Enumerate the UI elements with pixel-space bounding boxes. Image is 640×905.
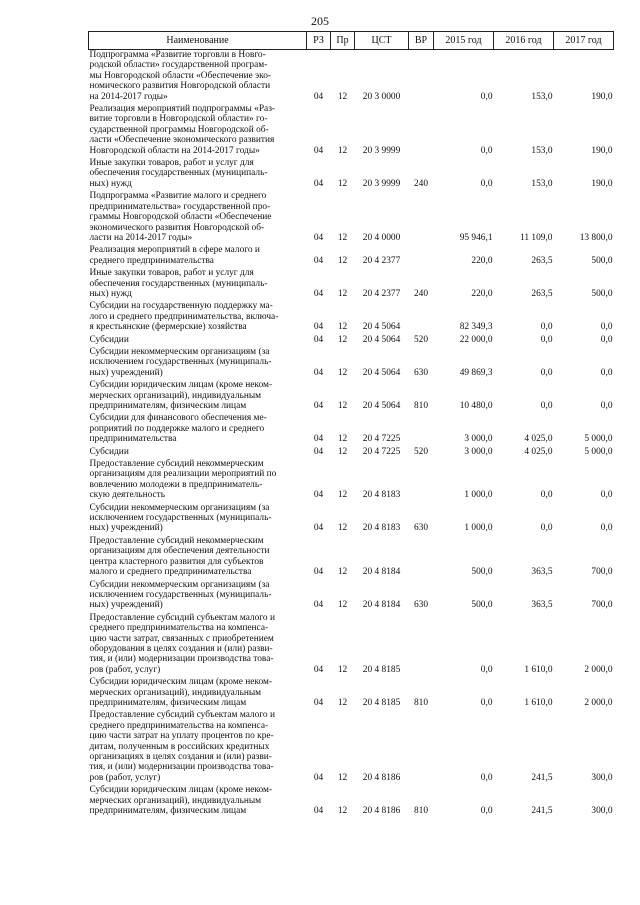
header-row	[89, 32, 614, 50]
row-rz: 04	[313, 664, 324, 675]
row-2017: 700,0	[591, 567, 613, 578]
column-2015-header: 2015 год	[434, 32, 494, 50]
table-row	[89, 536, 614, 580]
row-name: Иные закупки товаров, работ и услуг для обеспечения государственных (муниципаль- ных) нужд	[89, 158, 268, 189]
row-cst: 20 4 5064	[362, 367, 401, 378]
column-2016-header: 2016 год	[494, 32, 554, 50]
row-cst: 20 4 7225	[362, 446, 401, 457]
row-2015: 0,0	[480, 145, 493, 156]
row-name: Реализация мероприятий в сфере малого и среднего предпринимательства	[89, 245, 260, 266]
row-2015: 0,0	[480, 697, 493, 708]
row-rz: 04	[313, 334, 324, 345]
row-cst: 20 3 0000	[362, 91, 401, 102]
table-row	[89, 710, 614, 785]
row-rz: 04	[313, 523, 324, 534]
row-cst: 20 4 5064	[362, 401, 401, 411]
table-row	[89, 268, 614, 301]
row-cst: 20 4 8185	[362, 664, 401, 675]
page-number: 205	[311, 14, 329, 28]
row-rz: 04	[313, 434, 324, 445]
row-2017: 190,0	[591, 91, 613, 102]
row-rz: 04	[313, 806, 324, 817]
row-rz: 04	[313, 178, 324, 189]
row-2016: 4 025,0	[524, 446, 553, 457]
row-pr: 12	[337, 288, 348, 299]
table-body	[89, 50, 614, 819]
table-row	[89, 335, 614, 347]
row-name: Субсидии некоммерческим организациям (за исключением государственных (муниципаль- ных) учреждений)	[89, 579, 272, 611]
row-cst: 20 4 8186	[362, 806, 401, 817]
row-pr: 12	[337, 232, 348, 243]
row-cst: 20 4 5064	[362, 334, 401, 345]
row-2017: 190,0	[591, 145, 613, 156]
row-vr	[409, 245, 434, 268]
row-name: Подпрограмма «Развитие торговли в Новго- родской области» государственной програм- мы Новгородской области «Обеспечение эко- номического развития Новгородской области на 2014-2017 годы»	[89, 50, 272, 102]
table-row	[89, 301, 614, 334]
row-pr: 12	[337, 434, 348, 445]
row-rz: 04	[313, 367, 324, 378]
row-cst: 20 4 7225	[362, 434, 401, 445]
row-vr: 630	[413, 523, 429, 534]
row-cst: 20 4 5064	[362, 322, 401, 333]
column-name-header: Наименование	[89, 32, 307, 50]
row-name: Предоставление субсидий субъектам малого и среднего предпринимательства на компенса- цию части затрат, связанных с приобретением оборудования в целях создания и (или) разви- тия, и (или) модернизации производства това- ров (работ, услуг)	[89, 612, 275, 675]
row-name: Субсидии	[89, 446, 129, 457]
row-name: Иные закупки товаров, работ и услуг для обеспечения государственных (муниципаль- ных) нужд	[89, 268, 268, 299]
row-name: Субсидии для финансового обеспечения ме- роприятий по поддержке малого и среднего предпринимательства	[89, 413, 267, 445]
row-2016: 0,0	[540, 334, 553, 345]
row-rz: 04	[313, 401, 324, 411]
table-row	[89, 191, 614, 245]
column-2017-header: 2017 год	[554, 32, 614, 50]
row-2017: 300,0	[591, 772, 613, 783]
row-cst: 20 4 8184	[362, 600, 401, 611]
row-2015: 1 000,0	[464, 490, 493, 501]
row-2017: 500,0	[591, 288, 613, 299]
row-2017: 5 000,0	[584, 434, 613, 445]
row-vr: 810	[413, 697, 429, 708]
row-2016: 363,5	[531, 567, 553, 578]
row-name: Субсидии некоммерческим организациям (за исключением государственных (муниципаль- ных) учреждений)	[89, 502, 272, 534]
row-rz: 04	[313, 232, 324, 243]
row-2017: 13 800,0	[579, 232, 613, 243]
row-2016: 241,5	[531, 806, 553, 817]
row-name: Подпрограмма «Развитие малого и среднего предпринимательства» государственной про- граммы Новгородской области «Обеспечение экономического развития Новгородской об- ласти на 2014-2017 годы»	[89, 191, 272, 243]
row-2016: 153,0	[531, 178, 553, 189]
row-2017: 0,0	[600, 401, 613, 411]
row-pr: 12	[337, 664, 348, 675]
row-2015: 0,0	[480, 806, 493, 817]
row-cst: 20 4 0000	[362, 232, 401, 243]
row-rz: 04	[313, 446, 324, 457]
row-2016: 4 025,0	[524, 434, 553, 445]
table-row	[89, 413, 614, 446]
row-2015: 500,0	[471, 567, 493, 578]
row-vr	[409, 459, 434, 503]
row-2017: 2 000,0	[584, 664, 613, 675]
row-pr: 12	[337, 91, 348, 102]
row-2016: 0,0	[540, 401, 553, 411]
row-name: Реализация мероприятий подпрограммы «Раз- витие торговли в Новгородской области» го- сударственной программы Новгородской об- ласти «Обеспечение экономического развития Новгородской области на 2014-2017 годы»	[89, 104, 276, 156]
row-2016: 263,5	[531, 288, 553, 299]
row-pr: 12	[337, 145, 348, 156]
row-name: Предоставление субсидий некоммерческим организациям для реализации мероприятий по вовлечению молодежи в предприниматель- скую деятельность	[89, 459, 277, 501]
column-cst-header: ЦСТ	[355, 32, 409, 50]
table-row	[89, 459, 614, 503]
row-2016: 153,0	[531, 91, 553, 102]
table-row	[89, 677, 614, 710]
row-rz: 04	[313, 255, 324, 266]
row-2017: 2 000,0	[584, 697, 613, 708]
row-2017: 500,0	[591, 255, 613, 266]
row-pr: 12	[337, 334, 348, 345]
row-cst: 20 4 8183	[362, 523, 401, 534]
row-vr: 630	[413, 600, 429, 611]
row-2017: 190,0	[591, 178, 613, 189]
row-2017: 0,0	[600, 490, 613, 501]
row-2016: 153,0	[531, 145, 553, 156]
row-2015: 3 000,0	[464, 446, 493, 457]
row-rz: 04	[313, 145, 324, 156]
row-2016: 0,0	[540, 322, 553, 333]
row-pr: 12	[337, 322, 348, 333]
row-name: Субсидии юридическим лицам (кроме неком- мерческих организаций), индивидуальным предпринимателям, физическим лицам	[89, 380, 273, 411]
row-pr: 12	[337, 600, 348, 611]
row-pr: 12	[337, 772, 348, 783]
row-2015: 95 946,1	[459, 232, 493, 243]
row-cst: 20 4 2377	[362, 255, 401, 266]
budget-table	[88, 31, 614, 818]
row-2016: 263,5	[531, 255, 553, 266]
table-row	[89, 380, 614, 413]
row-2017: 0,0	[600, 523, 613, 534]
row-2016: 0,0	[540, 367, 553, 378]
row-2017: 5 000,0	[584, 446, 613, 457]
row-vr: 630	[413, 367, 429, 378]
row-name: Субсидии юридическим лицам (кроме неком- мерческих организаций), индивидуальным предпринимателям, физическим лицам	[89, 785, 273, 817]
row-vr	[409, 710, 434, 785]
row-2015: 0,0	[480, 664, 493, 675]
row-name: Субсидии юридическим лицам (кроме неком- мерческих организаций), индивидуальным предпринимателям, физическим лицам	[89, 677, 273, 708]
row-2016: 0,0	[540, 523, 553, 534]
row-2016: 241,5	[531, 772, 553, 783]
row-2015: 220,0	[471, 255, 493, 266]
table-header	[89, 32, 614, 50]
row-cst: 20 4 8186	[362, 772, 401, 783]
row-rz: 04	[313, 772, 324, 783]
row-cst: 20 3 9999	[362, 178, 401, 189]
row-pr: 12	[337, 178, 348, 189]
row-2015: 0,0	[480, 91, 493, 102]
column-pr-header: Пр	[331, 32, 355, 50]
row-2017: 0,0	[600, 367, 613, 378]
row-name: Субсидии некоммерческим организациям (за исключением государственных (муниципаль- ных) учреждений)	[89, 346, 272, 378]
row-vr	[409, 191, 434, 245]
row-2016: 363,5	[531, 600, 553, 611]
row-vr	[409, 613, 434, 677]
table-row	[89, 580, 614, 613]
row-vr	[409, 536, 434, 580]
table-row	[89, 503, 614, 536]
row-pr: 12	[337, 401, 348, 411]
table-row	[89, 785, 614, 818]
table-row	[89, 50, 614, 105]
row-pr: 12	[337, 567, 348, 578]
row-2015: 0,0	[480, 178, 493, 189]
row-cst: 20 4 8183	[362, 490, 401, 501]
row-2016: 11 109,0	[520, 232, 553, 243]
row-vr: 240	[413, 178, 429, 189]
row-2015: 1 000,0	[464, 523, 493, 534]
row-vr: 520	[413, 334, 429, 345]
table-row	[89, 613, 614, 677]
row-name: Субсидии на государственную поддержку ма- лого и среднего предпринимательства, включа- я крестьянские (фермерские) хозяйства	[89, 301, 279, 333]
table-row	[89, 158, 614, 191]
row-pr: 12	[337, 255, 348, 266]
row-vr	[409, 50, 434, 105]
table-row	[89, 245, 614, 268]
row-2015: 220,0	[471, 288, 493, 299]
row-vr: 240	[413, 288, 429, 299]
table-row	[89, 104, 614, 158]
row-rz: 04	[313, 490, 324, 501]
row-2017: 0,0	[600, 322, 613, 333]
row-pr: 12	[337, 490, 348, 501]
table-row	[89, 447, 614, 459]
row-2016: 1 610,0	[524, 664, 553, 675]
row-2016: 0,0	[540, 490, 553, 501]
row-2015: 49 869,3	[459, 367, 493, 378]
row-rz: 04	[313, 600, 324, 611]
row-2017: 700,0	[591, 600, 613, 611]
row-cst: 20 3 9999	[362, 145, 401, 156]
table-row	[89, 347, 614, 380]
row-vr: 810	[413, 401, 429, 411]
row-cst: 20 4 2377	[362, 288, 401, 299]
row-2015: 500,0	[471, 600, 493, 611]
row-pr: 12	[337, 697, 348, 708]
column-rz-header: РЗ	[307, 32, 331, 50]
row-2015: 22 000,0	[459, 334, 493, 345]
row-rz: 04	[313, 697, 324, 708]
row-2017: 0,0	[600, 334, 613, 345]
row-vr	[409, 104, 434, 158]
row-2016: 1 610,0	[524, 697, 553, 708]
row-2015: 3 000,0	[464, 434, 493, 445]
row-name: Субсидии	[89, 334, 129, 345]
row-2015: 10 480,0	[459, 401, 493, 411]
row-pr: 12	[337, 523, 348, 534]
row-name: Предоставление субсидий субъектам малого и среднего предпринимательства на компенса- цию части затрат на уплату процентов по кре- дитам, полученным в российских кредитных организациях в целях создания и (или) разви- тия, и (или) модернизации производства това- ров (работ, услуг)	[89, 710, 275, 783]
row-rz: 04	[313, 567, 324, 578]
row-vr	[409, 301, 434, 334]
row-pr: 12	[337, 367, 348, 378]
row-vr	[409, 413, 434, 446]
column-vr-header: ВР	[409, 32, 434, 50]
row-vr: 810	[413, 806, 429, 817]
row-pr: 12	[337, 806, 348, 817]
row-rz: 04	[313, 91, 324, 102]
row-cst: 20 4 8184	[362, 567, 401, 578]
row-2015: 0,0	[480, 772, 493, 783]
row-rz: 04	[313, 322, 324, 333]
row-vr: 520	[413, 446, 429, 457]
row-2015: 82 349,3	[459, 322, 493, 333]
row-2017: 300,0	[591, 806, 613, 817]
row-cst: 20 4 8185	[362, 697, 401, 708]
row-pr: 12	[337, 446, 348, 457]
row-name: Предоставление субсидий некоммерческим организациям для обеспечения деятельности центра кластерного развития для субъектов малого и среднего предпринимательства	[89, 535, 270, 578]
row-rz: 04	[313, 288, 324, 299]
